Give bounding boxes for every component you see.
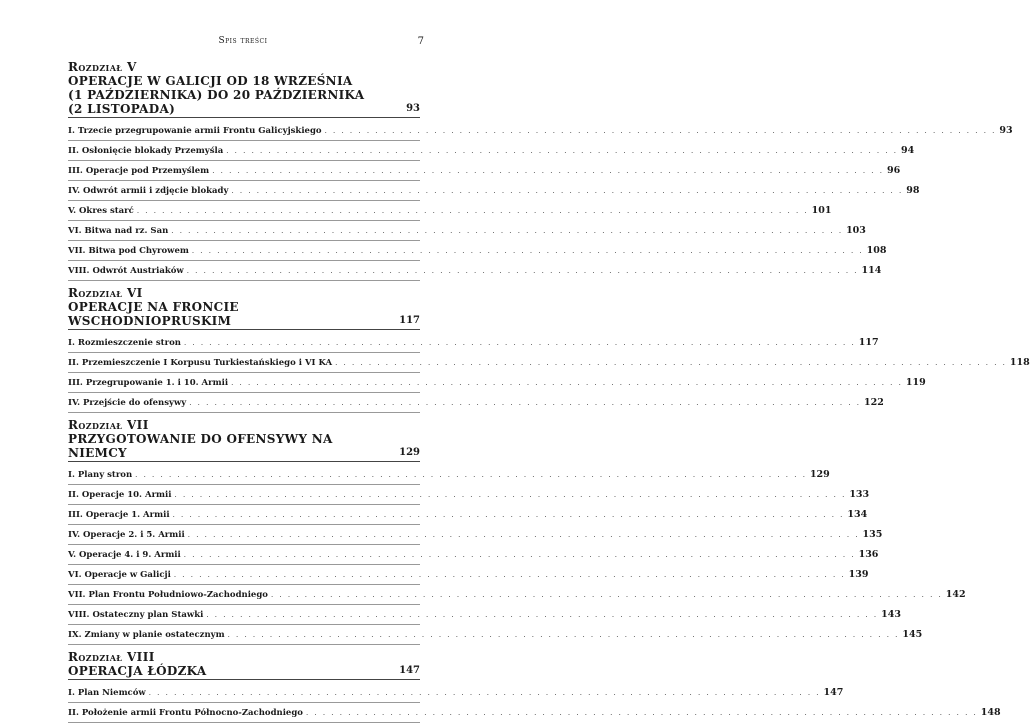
- chapter-section: [68, 650, 1001, 723]
- toc-entry-label: VIII. Odwrót Austriaków: [68, 266, 184, 276]
- toc-entry-label: II. Położenie armii Frontu Północno-Zachodniego: [68, 708, 303, 718]
- toc-entry-page-number: 133: [849, 489, 870, 500]
- toc-entry[interactable]: [68, 221, 866, 241]
- toc-entry[interactable]: [68, 181, 920, 201]
- toc-entry-label: III. Operacje 1. Armii: [68, 510, 170, 520]
- toc-entry-page-number: 94: [901, 145, 915, 156]
- toc-entry[interactable]: [68, 565, 869, 585]
- toc-entry-page-number: 145: [902, 629, 923, 640]
- toc-entry-label: I. Trzecie przegrupowanie armii Frontu Galicyjskiego: [68, 126, 322, 136]
- toc-entry-label: IX. Zmiany w planie ostatecznym: [68, 630, 225, 640]
- toc-entry-label: VIII. Ostateczny plan Stawki: [68, 610, 204, 620]
- chapter-section: [68, 286, 1030, 413]
- toc-entry[interactable]: [68, 161, 901, 181]
- dot-leader: . . . . . . . . . . . . . . . . . . . . . . . . . . . . . . . . . . . . . . . . . . . . . . . . . . . . . . . . . . . . . . . . . . . . . . . . . . . . . . . .: [136, 207, 809, 215]
- chapter-section: [68, 60, 1013, 281]
- chapter-page-number: 117: [399, 315, 420, 326]
- chapter-page-number: 147: [399, 665, 420, 676]
- toc-entry[interactable]: [68, 465, 830, 485]
- chapter-title: OPERACJE NA FRONCIE WSCHODNIOPRUSKIM: [68, 300, 239, 328]
- toc-entry[interactable]: [68, 605, 901, 625]
- toc-entry-label: III. Przegrupowanie 1. i 10. Armii: [68, 378, 229, 388]
- dot-leader: . . . . . . . . . . . . . . . . . . . . . . . . . . . . . . . . . . . . . . . . . . . . . . . . . . . . . . . . . . . . . . . . . . . . . . . . . . . . . . . .: [191, 247, 864, 255]
- dot-leader: . . . . . . . . . . . . . . . . . . . . . . . . . . . . . . . . . . . . . . . . . . . . . . . . . . . . . . . . . . . . . . . . . . . . . . . . . . . . . . . .: [187, 531, 860, 539]
- toc-entry-page-number: 136: [858, 549, 879, 560]
- dot-leader: . . . . . . . . . . . . . . . . . . . . . . . . . . . . . . . . . . . . . . . . . . . . . . . . . . . . . . . . . . . . . . . . . . . . . . . . . . . . . . . .: [231, 379, 903, 387]
- toc-entry[interactable]: [68, 703, 1001, 723]
- toc-entry-page-number: 148: [980, 707, 1001, 718]
- chapter-section: [68, 418, 966, 645]
- chapter-label: Rozdział V: [68, 60, 137, 74]
- toc-entry-label: VI. Bitwa nad rz. San: [68, 226, 169, 236]
- toc-entry[interactable]: [68, 393, 884, 413]
- chapter-label: Rozdział VIII: [68, 650, 155, 664]
- toc-entry[interactable]: [68, 333, 879, 353]
- toc-entry[interactable]: [68, 525, 883, 545]
- toc-entry[interactable]: [68, 261, 882, 281]
- toc-entry-page-number: 103: [846, 225, 866, 236]
- dot-leader: . . . . . . . . . . . . . . . . . . . . . . . . . . . . . . . . . . . . . . . . . . . . . . . . . . . . . . . . . . . . . . . . . . . . . . . . . . . . . . . .: [324, 127, 997, 135]
- toc-entry-page-number: 96: [886, 165, 901, 176]
- dot-leader: . . . . . . . . . . . . . . . . . . . . . . . . . . . . . . . . . . . . . . . . . . . . . . . . . . . . . . . . . . . . . . . . . . . . . . . . . . . . . . . .: [226, 147, 899, 155]
- toc-entry-label: I. Plan Niemców: [68, 688, 146, 698]
- toc-entry[interactable]: [68, 485, 870, 505]
- dot-leader: . . . . . . . . . . . . . . . . . . . . . . . . . . . . . . . . . . . . . . . . . . . . . . . . . . . . . . . . . . . . . . . . . . . . . . . . . . . . . . . .: [270, 591, 943, 599]
- chapter-title: OPERACJE W GALICJI OD 18 WRZEŚNIA (1 PAŹDZIERNIKA) DO 20 PAŹDZIERNIKA (2 LISTOPADA): [68, 74, 365, 116]
- toc-entry-page-number: 135: [862, 529, 883, 540]
- toc-entry-page-number: 101: [811, 205, 832, 216]
- toc-entry-page-number: 114: [861, 265, 882, 276]
- chapter-title-row[interactable]: [68, 300, 420, 330]
- toc-entry[interactable]: [68, 625, 923, 645]
- toc-entry-label: VII. Bitwa pod Chyrowem: [68, 246, 189, 256]
- toc-entry-label: IV. Przejście do ofensywy: [68, 398, 187, 408]
- dot-leader: . . . . . . . . . . . . . . . . . . . . . . . . . . . . . . . . . . . . . . . . . . . . . . . . . . . . . . . . . . . . . . . . . . . . . . . . . . . . . . . .: [231, 187, 904, 195]
- toc-entry-page-number: 98: [906, 185, 920, 196]
- dot-leader: . . . . . . . . . . . . . . . . . . . . . . . . . . . . . . . . . . . . . . . . . . . . . . . . . . . . . . . . . . . . . . . . . . . . . . . . . . . . . . . .: [183, 551, 856, 559]
- toc-entry-page-number: 118: [1009, 357, 1030, 368]
- chapter-title-row[interactable]: [68, 664, 420, 680]
- chapter-page-number: 129: [399, 447, 420, 458]
- toc-entry-label: IV. Operacje 2. i 5. Armii: [68, 530, 185, 540]
- dot-leader: . . . . . . . . . . . . . . . . . . . . . . . . . . . . . . . . . . . . . . . . . . . . . . . . . . . . . . . . . . . . . . . . . . . . . . . . . . . . . . . .: [148, 689, 821, 697]
- toc-entry[interactable]: [68, 545, 879, 565]
- toc-entry[interactable]: [68, 353, 1030, 373]
- toc-entry-page-number: 142: [945, 589, 966, 600]
- toc-entry-page-number: 122: [864, 397, 884, 408]
- toc-entry-label: III. Operacje pod Przemyślem: [68, 166, 210, 176]
- running-header: [62, 36, 424, 50]
- dot-leader: . . . . . . . . . . . . . . . . . . . . . . . . . . . . . . . . . . . . . . . . . . . . . . . . . . . . . . . . . . . . . . . . . . . . . . . . . . . . . . . .: [227, 631, 900, 639]
- toc-entry-page-number: 143: [881, 609, 901, 620]
- dot-leader: . . . . . . . . . . . . . . . . . . . . . . . . . . . . . . . . . . . . . . . . . . . . . . . . . . . . . . . . . . . . . . . . . . . . . . . . . . . . . . . .: [183, 339, 856, 347]
- toc-entry[interactable]: [68, 585, 966, 605]
- chapter-page-number: 93: [406, 103, 420, 114]
- toc-entry-label: II. Operacje 10. Armii: [68, 490, 172, 500]
- page-number: 7: [417, 36, 424, 47]
- dot-leader: . . . . . . . . . . . . . . . . . . . . . . . . . . . . . . . . . . . . . . . . . . . . . . . . . . . . . . . . . . . . . . . . . . . . . . . . . . . . . . . .: [189, 399, 862, 407]
- dot-leader: . . . . . . . . . . . . . . . . . . . . . . . . . . . . . . . . . . . . . . . . . . . . . . . . . . . . . . . . . . . . . . . . . . . . . . . . . . . . . . . .: [305, 709, 978, 717]
- dot-leader: . . . . . . . . . . . . . . . . . . . . . . . . . . . . . . . . . . . . . . . . . . . . . . . . . . . . . . . . . . . . . . . . . . . . . . . . . . . . . . . .: [173, 571, 846, 579]
- toc-entry[interactable]: [68, 121, 1013, 141]
- chapter-title: OPERACJA ŁÓDZKA: [68, 664, 207, 678]
- toc-entry-label: VII. Plan Frontu Południowo-Zachodniego: [68, 590, 268, 600]
- dot-leader: . . . . . . . . . . . . . . . . . . . . . . . . . . . . . . . . . . . . . . . . . . . . . . . . . . . . . . . . . . . . . . . . . . . . . . . . . . . . . . . .: [172, 511, 845, 519]
- toc-entry-page-number: 119: [905, 377, 926, 388]
- toc-entry-label: V. Okres starć: [68, 206, 134, 216]
- toc-entry-label: IV. Odwrót armii i zdjęcie blokady: [68, 186, 229, 196]
- toc-entry[interactable]: [68, 373, 926, 393]
- toc-entry-label: V. Operacje 4. i 9. Armii: [68, 550, 181, 560]
- chapter-label: Rozdział VII: [68, 418, 149, 432]
- dot-leader: . . . . . . . . . . . . . . . . . . . . . . . . . . . . . . . . . . . . . . . . . . . . . . . . . . . . . . . . . . . . . . . . . . . . . . . . . . . . . . . .: [174, 491, 847, 499]
- toc-entry-label: II. Przemieszczenie I Korpusu Turkiestańskiego i VI KA: [68, 358, 333, 368]
- chapter-label: Rozdział VI: [68, 286, 143, 300]
- toc-entry-page-number: 93: [999, 125, 1013, 136]
- toc-entry[interactable]: [68, 683, 844, 703]
- chapter-title-row[interactable]: [68, 74, 420, 118]
- toc-entry[interactable]: [68, 241, 887, 261]
- toc-entry-page-number: 134: [847, 509, 868, 520]
- dot-leader: . . . . . . . . . . . . . . . . . . . . . . . . . . . . . . . . . . . . . . . . . . . . . . . . . . . . . . . . . . . . . . . . . . . . . . . . . . . . . . . .: [135, 471, 807, 479]
- dot-leader: . . . . . . . . . . . . . . . . . . . . . . . . . . . . . . . . . . . . . . . . . . . . . . . . . . . . . . . . . . . . . . . . . . . . . . . . . . . . . . . .: [206, 611, 879, 619]
- toc-entry-label: I. Plany stron: [68, 470, 133, 480]
- chapter-title-row[interactable]: [68, 432, 420, 462]
- toc-entry-label: VI. Operacje w Galicji: [68, 570, 171, 580]
- toc-entry-page-number: 139: [848, 569, 869, 580]
- toc-entry-page-number: 129: [809, 469, 830, 480]
- chapter-title: PRZYGOTOWANIE DO OFENSYWY NA NIEMCY: [68, 432, 333, 460]
- toc-entry-page-number: 147: [823, 687, 844, 698]
- toc-entry-page-number: 117: [858, 337, 879, 348]
- table-of-contents: [68, 60, 1030, 728]
- toc-entry-label: I. Rozmieszczenie stron: [68, 338, 181, 348]
- toc-entry[interactable]: [68, 505, 868, 525]
- toc-entry[interactable]: [68, 141, 915, 161]
- dot-leader: . . . . . . . . . . . . . . . . . . . . . . . . . . . . . . . . . . . . . . . . . . . . . . . . . . . . . . . . . . . . . . . . . . . . . . . . . . . . . . . .: [186, 267, 859, 275]
- toc-entry-page-number: 108: [866, 245, 887, 256]
- dot-leader: . . . . . . . . . . . . . . . . . . . . . . . . . . . . . . . . . . . . . . . . . . . . . . . . . . . . . . . . . . . . . . . . . . . . . . . . . . . . . . . .: [335, 359, 1007, 367]
- toc-entry[interactable]: [68, 201, 832, 221]
- dot-leader: . . . . . . . . . . . . . . . . . . . . . . . . . . . . . . . . . . . . . . . . . . . . . . . . . . . . . . . . . . . . . . . . . . . . . . . . . . . . . . . .: [171, 227, 844, 235]
- toc-entry-label: II. Osłonięcie blokady Przemyśla: [68, 146, 224, 156]
- running-header-title: Spis treści: [218, 36, 268, 46]
- dot-leader: . . . . . . . . . . . . . . . . . . . . . . . . . . . . . . . . . . . . . . . . . . . . . . . . . . . . . . . . . . . . . . . . . . . . . . . . . . . . . . . .: [212, 167, 884, 175]
